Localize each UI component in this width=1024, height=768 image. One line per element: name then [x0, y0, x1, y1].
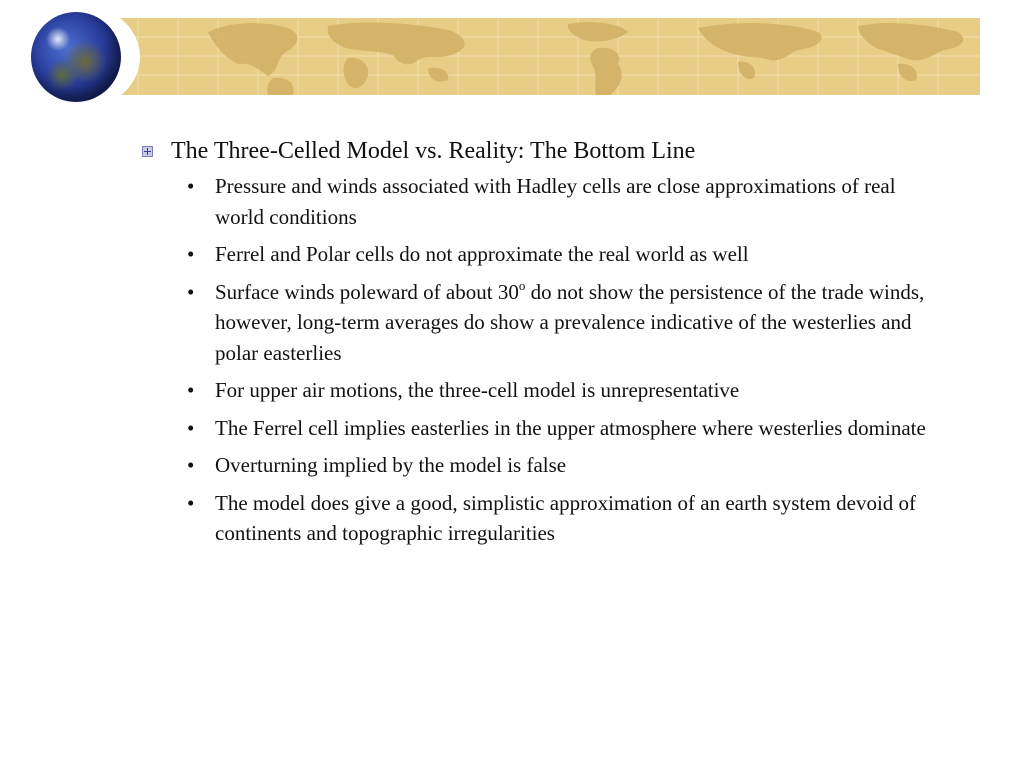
- bullet-text: Overturning implied by the model is false: [215, 453, 567, 477]
- bullet-dot-icon: •: [187, 378, 195, 402]
- bullet-dot-icon: •: [187, 453, 195, 477]
- bullet-dot-icon: •: [187, 242, 195, 266]
- list-item: [140, 450, 940, 481]
- slide-content: [140, 136, 940, 556]
- list-item: [140, 171, 940, 232]
- bullet-dot-icon: •: [187, 490, 195, 515]
- bullet-dot-icon: •: [187, 415, 195, 440]
- bullet-dot-icon: •: [187, 279, 195, 304]
- bullet-square-icon: [142, 146, 153, 157]
- bullet-text: For upper air motions, the three-cell model is unrepresentative: [215, 378, 740, 402]
- bullet-text: [215, 277, 925, 365]
- bullet-text: The Ferrel cell implies easterlies in the upper atmosphere where westerlies dominate: [215, 415, 926, 440]
- bullet-text-post: do not show the persistence of the trade winds, however, long-term averages do show a prevalence indicative of the westerlies and polar easterlies: [215, 279, 925, 365]
- world-map-banner: [98, 18, 980, 95]
- world-map-graphic: [98, 18, 980, 95]
- list-item: [140, 277, 940, 369]
- degree-superscript: o: [518, 277, 526, 293]
- bullet-text: Pressure and winds associated with Hadley cells are close approximations of real world conditions: [215, 174, 896, 229]
- slide-heading: [140, 136, 940, 166]
- list-item: [140, 413, 940, 444]
- list-item: [140, 375, 940, 406]
- bullet-text: Ferrel and Polar cells do not approximate the real world as well: [215, 242, 749, 266]
- bullet-text: The model does give a good, simplistic approximation of an earth system devoid of continents and topographic irregularities: [215, 490, 917, 545]
- bullet-text-pre: Surface winds poleward of about 30: [215, 279, 519, 304]
- list-item: [140, 488, 940, 549]
- globe-icon: [31, 12, 121, 102]
- bullet-list: [140, 171, 940, 549]
- bullet-dot-icon: •: [187, 174, 195, 198]
- list-item: [140, 239, 940, 270]
- heading-text: The Three-Celled Model vs. Reality: The Bottom Line: [171, 138, 696, 164]
